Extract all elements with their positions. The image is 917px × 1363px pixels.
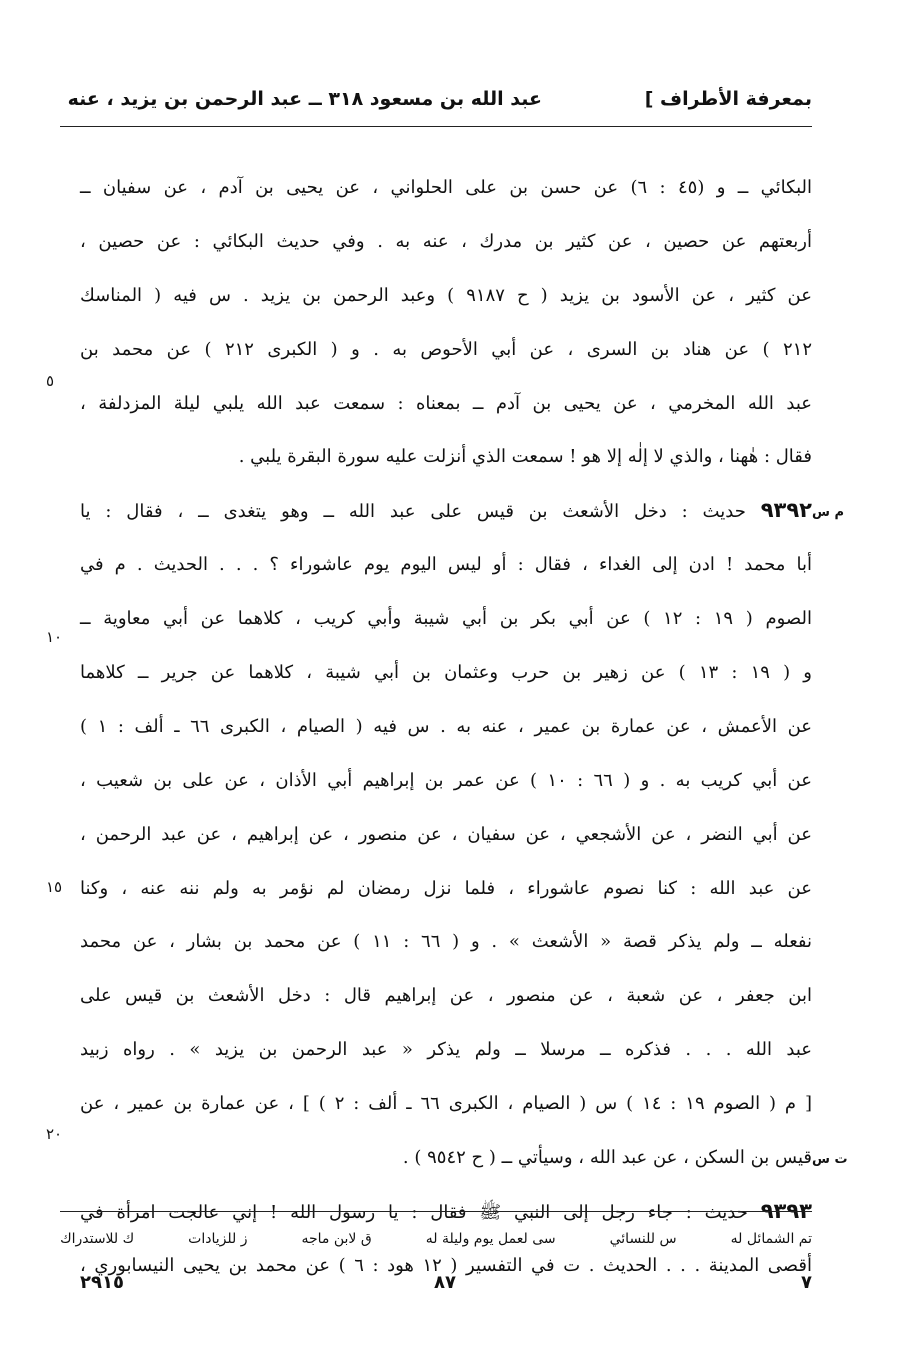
text-line: عن عبد الله : كنا نصوم عاشوراء ، فلما نزل رمضان لم نؤمر به ولم ننه عنه ، وكنا xyxy=(80,877,812,899)
abbreviations-key xyxy=(60,1222,812,1256)
text-line: عن أبي النضر ، عن الأشجعي ، عن سفيان ، عن منصور ، عن إبراهيم ، عن عبد الرحمن ، xyxy=(80,823,812,845)
header-right-title: بمعرفة الأطراف ] xyxy=(644,88,812,110)
text-line: أبا محمد ! ادن إلى الغداء ، فقال : أو ليس اليوم يوم عاشوراء ؟ . . . الحديث . م في xyxy=(80,554,812,576)
text-line: ابن جعفر ، عن شعبة ، عن منصور ، عن إبراهيم قال : دخل الأشعث بن قيس على xyxy=(80,985,812,1007)
text-line: الصوم ( ١٩ : ١٢ ) عن أبي بكر بن أبي شيبة وأبي كريب ، كلاهما عن أبي معاوية ــ xyxy=(80,608,812,630)
margin-line-number: ٥ xyxy=(46,372,55,390)
hadith-entry-start xyxy=(80,484,812,538)
hadith-number: ٩٣٩٣ xyxy=(760,1198,812,1223)
text-line: حديث : دخل الأشعث بن قيس على عبد الله ــ وهو يتغدى ــ ، فقال : يا xyxy=(80,501,746,523)
sequence-number: ٢٩١٥ xyxy=(80,1272,124,1293)
text-line: و ( ١٩ : ١٣ ) عن زهير بن حرب وعثمان بن أبي شيبة ، كلاهما عن جرير ــ كلاهما xyxy=(80,662,812,684)
margin-line-number: ٢٠ xyxy=(46,1125,63,1143)
page-number: ٨٧ xyxy=(434,1272,456,1293)
hadith-number: ٩٣٩٢ xyxy=(760,498,812,523)
text-line: عن الأعمش ، عن عمارة بن عمير ، عنه به . س فيه ( الصيام ، الكبرى ٦٦ ـ ألف : ١ ) xyxy=(80,715,813,737)
text-line: عبد الله . . . فذكره ــ مرسلا ــ ولم يذكر « عبد الرحمن بن يزيد » . رواه زبيد xyxy=(80,1039,812,1061)
margin-siglum: ت س xyxy=(812,1152,848,1167)
abbreviation-item: ق لابن ماجه xyxy=(301,1231,372,1247)
abbreviation-item: سى لعمل يوم وليلة له xyxy=(425,1231,556,1247)
abbreviation-item: ز للزيادات xyxy=(188,1231,248,1247)
footer-rule xyxy=(60,1211,812,1212)
text-line: نفعله ــ ولم يذكر قصة « الأشعث » . و ( ٦٦ : ١١ ) عن محمد بن بشار ، عن محمد xyxy=(80,931,812,953)
abbreviation-item: تم الشمائل له xyxy=(730,1231,812,1247)
running-header xyxy=(60,82,812,116)
text-line: ٢١٢ ) عن هناد بن السرى ، عن أبي الأحوص به . و ( الكبرى ٢١٢ ) عن محمد بن xyxy=(80,338,812,360)
margin-line-number: ١٥ xyxy=(46,878,63,896)
margin-line-number: ١٠ xyxy=(46,628,63,646)
text-line: أربعتهم عن حصين ، عن كثير بن مدرك ، عنه به . وفي حديث البكائي : عن حصين ، xyxy=(80,230,812,252)
text-line: حديث : جاء رجل إلى النبي ﷺ فقال : يا رسول الله ! إني عالجت امرأة في xyxy=(80,1201,748,1223)
header-center-title: عبد الله بن مسعود ٣١٨ ــ عبد الرحمن بن يزيد ، عنه xyxy=(67,88,542,110)
text-line: فقال : هٰهنا ، والذي لا إلٰه إلا هو ! سمعت الذي أنزلت عليه سورة البقرة يلبي . xyxy=(238,446,812,468)
text-line: أقصى المدينة . . . الحديث . ت في التفسير ( ١٢ هود : ٦ ) عن محمد بن يحيى النيسابوري ، xyxy=(80,1254,812,1276)
volume-number: ٧ xyxy=(801,1272,812,1293)
text-line: [ م ( الصوم ١٩ : ١٤ ) س ( الصيام ، الكبرى ٦٦ ـ ألف : ٢ ) ] ، عن عمارة بن عمير ، عن xyxy=(80,1093,812,1115)
text-line: عن كثير ، عن الأسود بن يزيد ( ح ٩١٨٧ ) وعبد الرحمن بن يزيد . س فيه ( المناسك xyxy=(80,284,812,306)
main-text xyxy=(80,161,812,1293)
header-rule xyxy=(60,126,812,127)
text-line: عبد الله المخرمي ، عن يحيى بن آدم ــ بمعناه : سمعت عبد الله يلبي ليلة المزدلفة ، xyxy=(80,392,812,414)
text-line: قيس بن السكن ، عن عبد الله ، وسيأتي ــ ( ح ٩٥٤٢ ) . xyxy=(402,1147,812,1169)
abbreviation-item: س للنسائي xyxy=(609,1231,677,1247)
abbreviation-item: ك للاستدراك xyxy=(60,1231,135,1247)
margin-siglum: م س xyxy=(812,505,844,520)
text-line: عن أبي كريب به . و ( ٦٦ : ١٠ ) عن عمر بن إبراهيم أبي الأذان ، عن على بن شعيب ، xyxy=(80,769,812,791)
page-footer xyxy=(60,1268,812,1298)
text-line: البكائي ــ و (٤٥ : ٦) عن حسن بن على الحلواني ، عن يحيى بن آدم ، عن سفيان ــ xyxy=(80,177,813,198)
